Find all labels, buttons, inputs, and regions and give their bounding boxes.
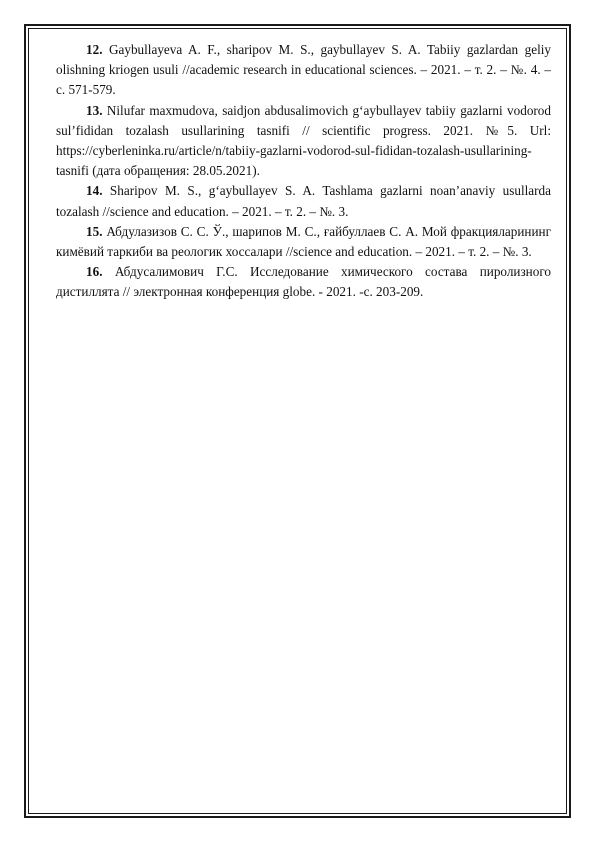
reference-item [56,181,551,221]
reference-text: Абдусалимович Г.С. Исследование химического состава пиролизного дистиллята // электронная конференция globe. - 2021. -с. 203-209. [56,264,551,300]
reference-number: 13. [86,102,103,118]
reference-item [56,222,551,262]
reference-text: Gaybullayeva A. F., sharipov M. S., gaybullayev S. A. Tabiiy gazlardan geliy olishning kriogen usuli //academic research in educational sciences. – 2021. – т. 2. – №. 4. – с. 571-579. [56,42,551,98]
reference-number: 12. [86,42,103,57]
reference-item [56,40,551,101]
reference-text: Nilufar maxmudova, saidjon abdusalimovich g‘aybullayev tabiiy gazlarni vodorod sul’fididan tozalash usullarining tasnifi // scientific progress. 2021. №5. Url: https://cyberleninka.ru/article/n/tabiiy-gazlarni-vodorod-sul-fididan-tozalash-usullarining-tasnifi (дата обращения: 28.05.2021). [56,102,551,179]
reference-text: Sharipov M. S., g‘aybullayev S. A. Tashlama gazlarni noan’anaviy usullarda tozalash //science and education. – 2021. – т. 2. – №. 3. [56,183,551,219]
reference-text: Абдулазизов С. С. Ў., шарипов М. С., ғайбуллаев С. А. Мой фракцияларининг кимёвий таркиби ва реологик хоссалари //science and education. – 2021. – т. 2. – №. 3. [56,223,551,260]
reference-number: 15. [86,223,103,239]
reference-number: 14. [86,183,103,199]
reference-number: 16. [86,264,103,280]
reference-item [56,101,551,182]
reference-list [56,40,551,303]
reference-item [56,262,551,302]
